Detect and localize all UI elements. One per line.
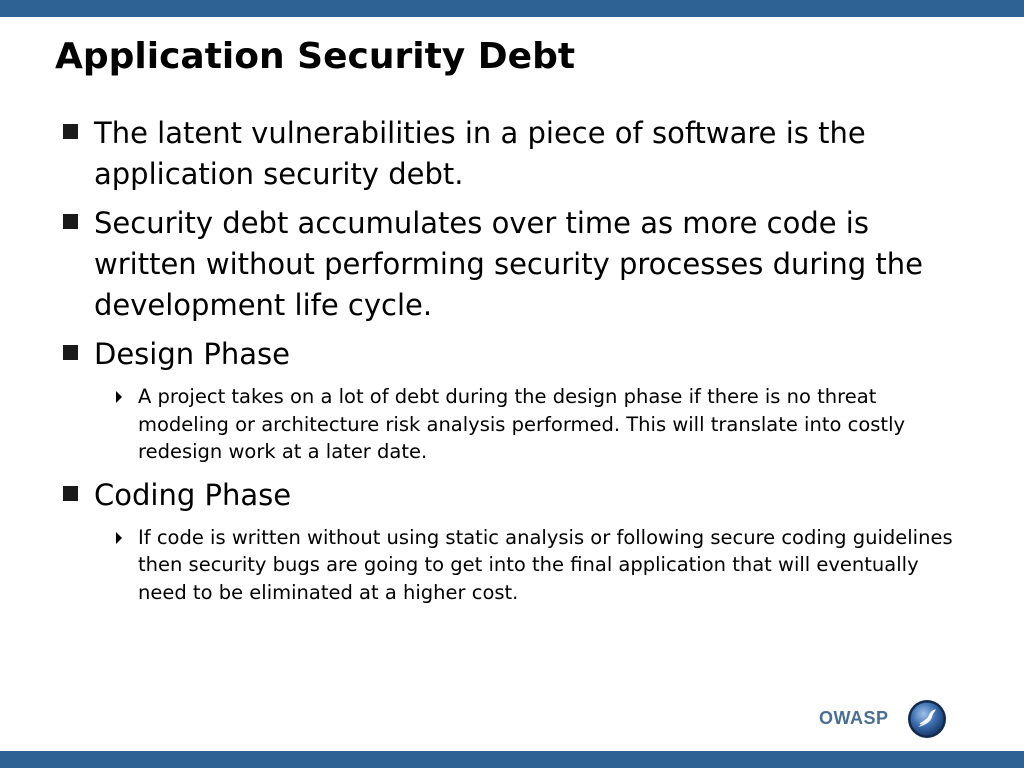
top-bar xyxy=(0,0,1024,17)
bullet-3 xyxy=(58,334,968,375)
owasp-brand-text: OWASP xyxy=(819,708,889,728)
triangle-bullet-icon xyxy=(116,532,122,544)
bullet-4 xyxy=(58,475,968,516)
square-bullet-icon xyxy=(63,214,78,229)
sub-bullet-coding-text: If code is written without using static analysis or following secure coding guidelines then security bugs are going to get into the final application that will eventually need to be eliminated at a higher cost. xyxy=(138,525,953,604)
slide-body xyxy=(58,113,968,615)
bullet-4-text: Coding Phase xyxy=(94,477,292,512)
sub-bullet-coding xyxy=(58,524,968,607)
square-bullet-icon xyxy=(63,124,78,139)
bullet-1 xyxy=(58,113,968,195)
sub-bullet-design xyxy=(58,383,968,466)
sub-bullet-design-text: A project takes on a lot of debt during the design phase if there is no threat modeling or architecture risk analysis performed. This will translate into costly redesign work at a later date. xyxy=(138,385,906,463)
triangle-bullet-icon xyxy=(116,391,122,403)
bullet-3-text: Design Phase xyxy=(94,337,290,371)
bottom-bar xyxy=(0,751,1024,768)
owasp-logo-icon xyxy=(906,698,948,740)
bullet-1-text: The latent vulnerabilities in a piece of software is the application security debt. xyxy=(94,116,866,191)
slide-title: Application Security Debt xyxy=(55,36,576,77)
bullet-2-text: Security debt accumulates over time as more code is written without performing security processes during the development life cycle. xyxy=(94,206,923,322)
square-bullet-icon xyxy=(63,345,78,360)
square-bullet-icon xyxy=(63,486,78,501)
bullet-2 xyxy=(58,203,968,326)
